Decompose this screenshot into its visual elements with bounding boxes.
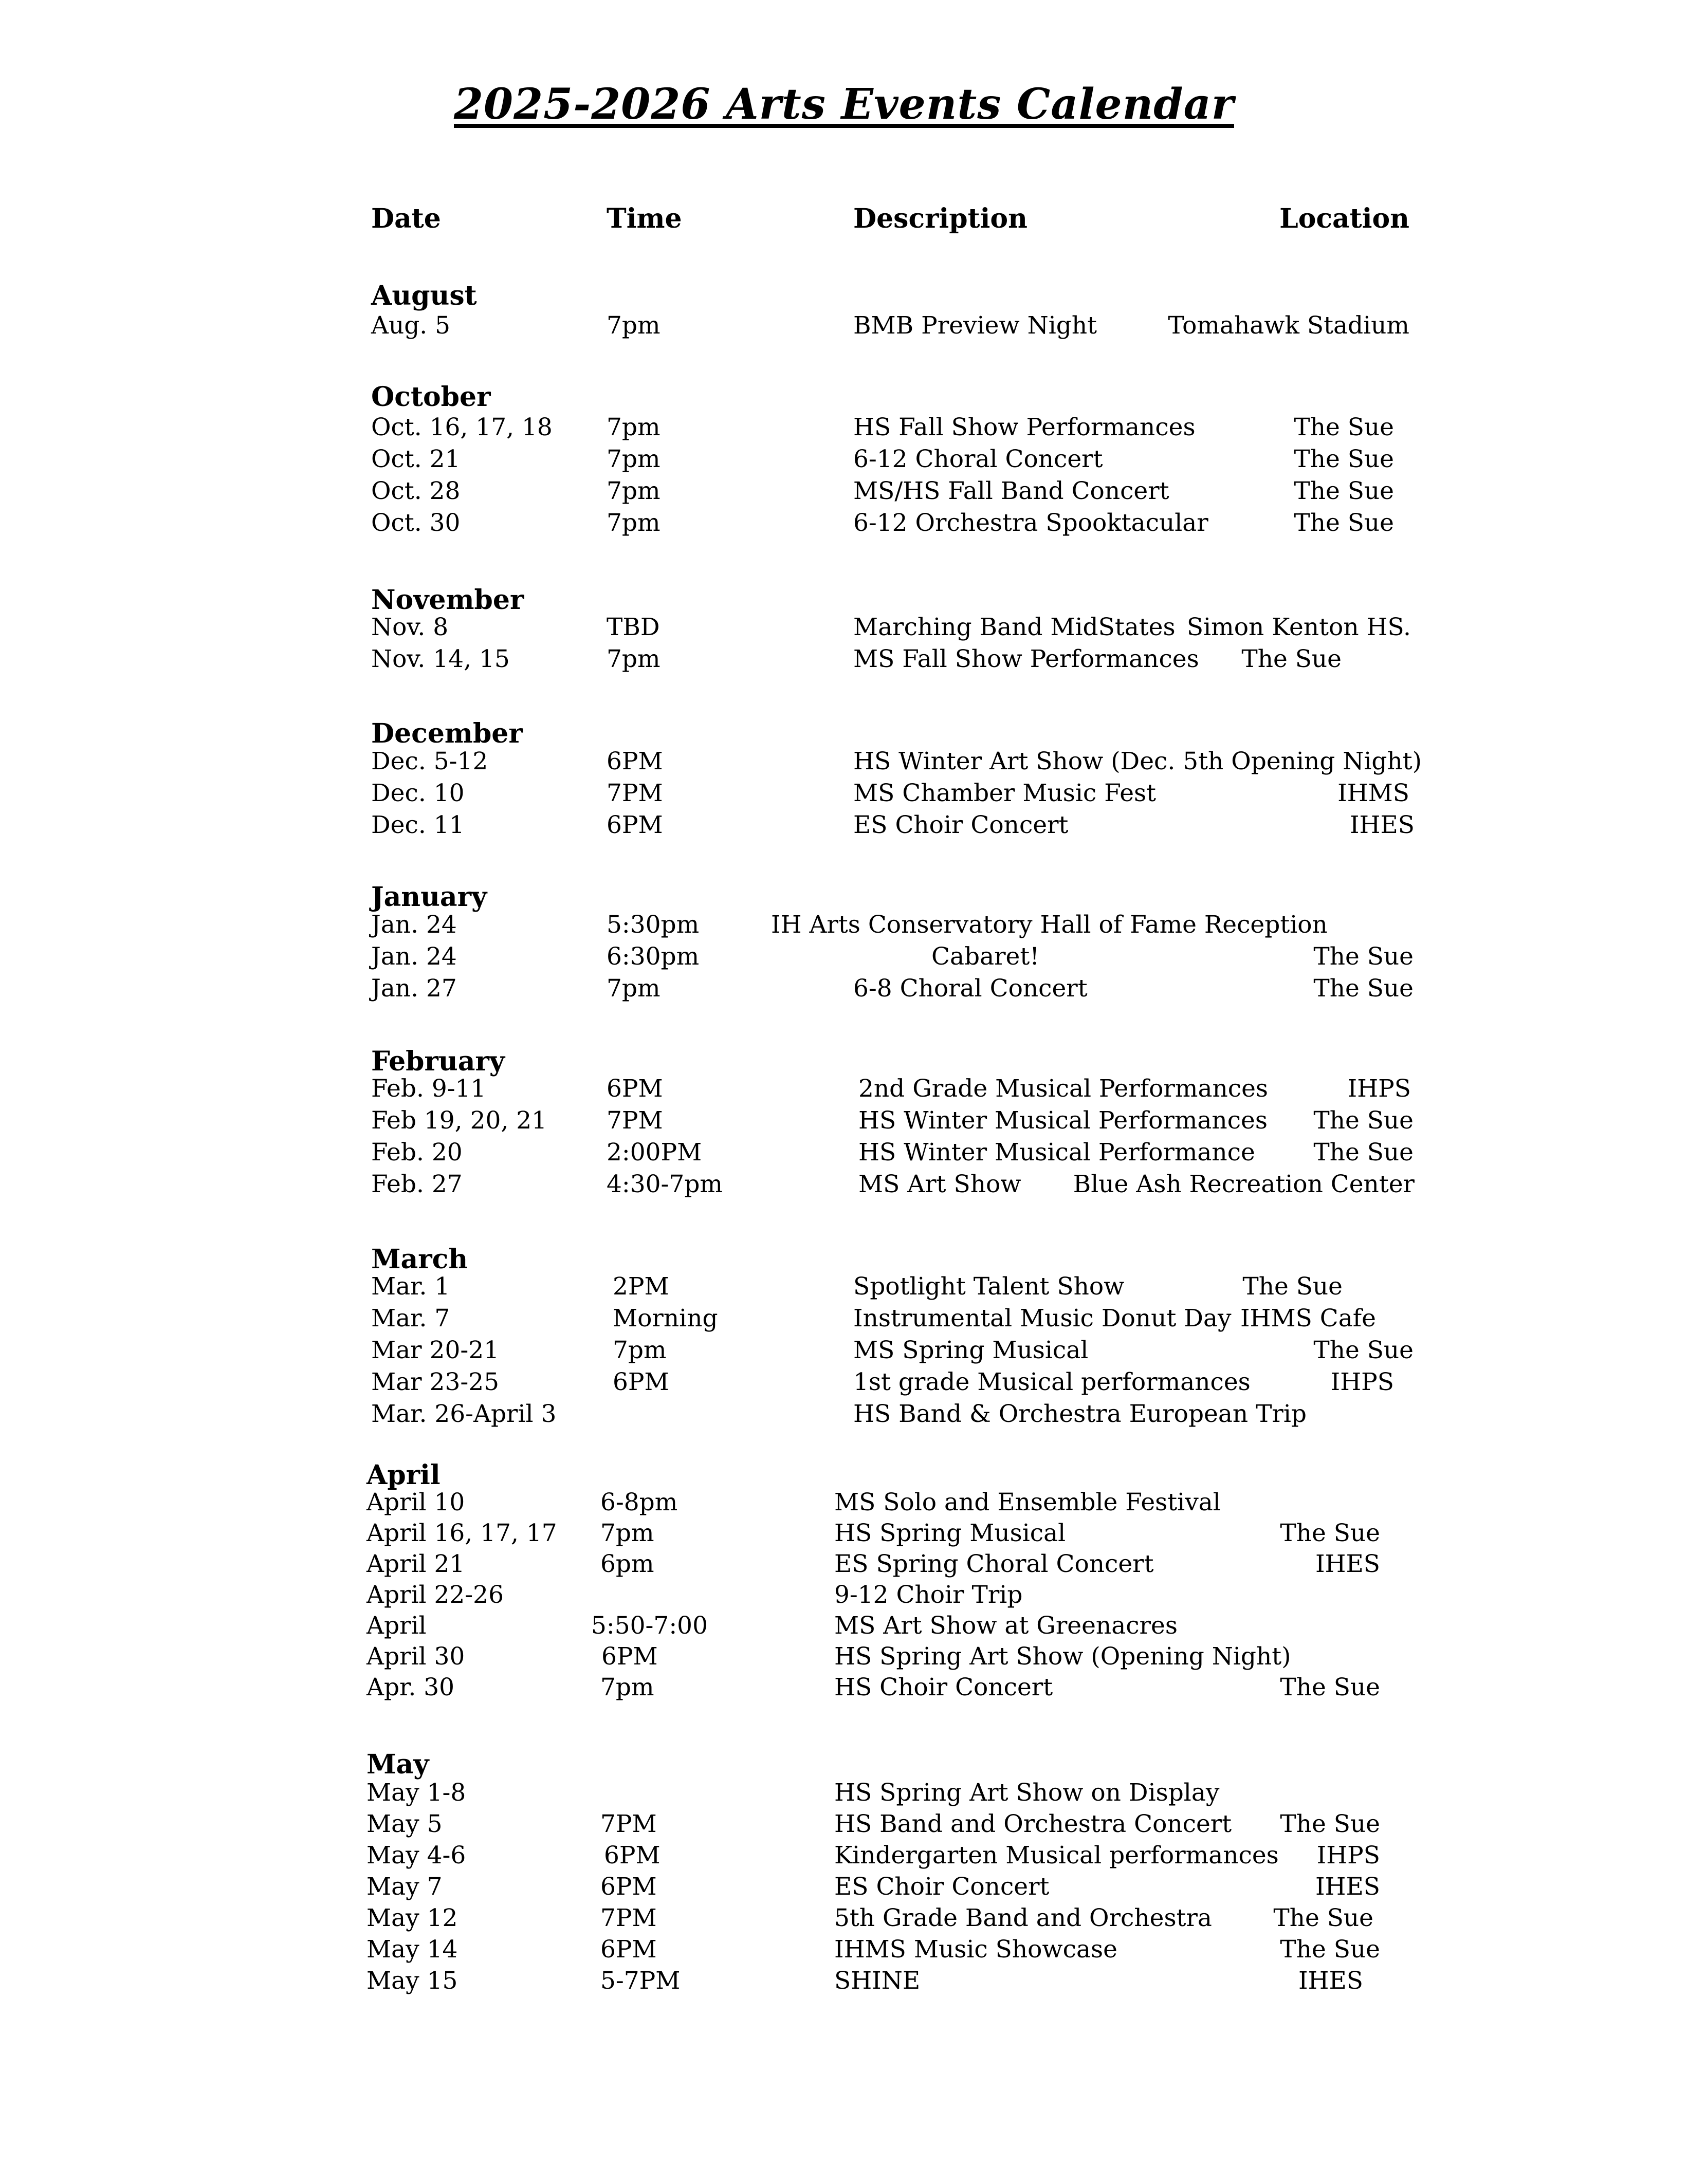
event-location: The Sue xyxy=(1294,477,1394,505)
event-date: Feb. 27 xyxy=(371,1170,463,1198)
event-description: HS Band & Orchestra European Trip xyxy=(853,1400,1307,1428)
event-date: Oct. 28 xyxy=(371,477,461,505)
event-location: IHES xyxy=(1315,1550,1380,1578)
month-heading: November xyxy=(371,584,524,616)
event-description: 1st grade Musical performances xyxy=(853,1368,1251,1396)
event-location: The Sue xyxy=(1294,509,1394,537)
event-location: The Sue xyxy=(1280,1810,1380,1838)
event-description: ES Spring Choral Concert xyxy=(834,1550,1154,1578)
event-time: 7pm xyxy=(607,445,660,473)
event-description: 2nd Grade Musical Performances xyxy=(858,1075,1269,1103)
event-time: 6:30pm xyxy=(607,942,700,971)
event-date: April 22-26 xyxy=(366,1581,504,1609)
event-date: Feb. 9-11 xyxy=(371,1075,486,1103)
event-description: HS Fall Show Performances xyxy=(853,413,1196,441)
event-date: Aug. 5 xyxy=(371,311,451,340)
event-time: 7pm xyxy=(607,974,660,1003)
event-description: HS Spring Art Show (Opening Night) xyxy=(834,1642,1291,1671)
event-description: HS Choir Concert xyxy=(834,1673,1053,1701)
event-description: HS Spring Musical xyxy=(834,1519,1066,1547)
event-date: April 10 xyxy=(366,1488,465,1516)
event-time: TBD xyxy=(607,613,660,641)
event-date: Oct. 30 xyxy=(371,509,461,537)
event-description: HS Band and Orchestra Concert xyxy=(834,1810,1232,1838)
event-time: 7pm xyxy=(607,477,660,505)
month-heading: October xyxy=(371,381,491,413)
event-time: 7PM xyxy=(600,1904,657,1932)
event-date: April 21 xyxy=(366,1550,465,1578)
event-time: 6-8pm xyxy=(600,1488,678,1516)
event-date: May 5 xyxy=(366,1810,443,1838)
event-time: 7PM xyxy=(607,779,663,807)
event-time: 5:50-7:00 xyxy=(591,1612,708,1640)
event-location: Tomahawk Stadium xyxy=(1168,311,1409,340)
event-time: 4:30-7pm xyxy=(607,1170,723,1198)
column-header-description: Description xyxy=(853,203,1028,234)
event-location: The Sue xyxy=(1242,1272,1343,1301)
event-location: The Sue xyxy=(1280,1673,1380,1701)
event-location: The Sue xyxy=(1294,413,1394,441)
event-date: Mar 23-25 xyxy=(371,1368,500,1396)
month-heading: May xyxy=(366,1749,429,1780)
event-date: Jan. 24 xyxy=(371,942,457,971)
event-description: MS Art Show xyxy=(858,1170,1021,1198)
event-location: Blue Ash Recreation Center xyxy=(1073,1170,1415,1198)
event-time: 5-7PM xyxy=(600,1967,681,1995)
event-time: 6PM xyxy=(607,747,663,775)
month-heading: February xyxy=(371,1046,505,1077)
event-description: Cabaret! xyxy=(931,942,1040,971)
event-time: 7pm xyxy=(607,509,660,537)
event-date: April 30 xyxy=(366,1642,465,1671)
event-location: The Sue xyxy=(1313,1138,1414,1167)
event-location: IHPS xyxy=(1316,1841,1380,1870)
event-time: 7PM xyxy=(607,1106,663,1135)
event-location: The Sue xyxy=(1280,1935,1380,1964)
event-description: 6-12 Choral Concert xyxy=(853,445,1103,473)
event-location: IHPS xyxy=(1330,1368,1394,1396)
event-date: Mar. 1 xyxy=(371,1272,450,1301)
event-description: Kindergarten Musical performances xyxy=(834,1841,1279,1870)
event-date: May 7 xyxy=(366,1873,443,1901)
event-description: HS Winter Musical Performance xyxy=(858,1138,1255,1167)
event-time: 7pm xyxy=(600,1673,654,1701)
event-location: IHPS xyxy=(1347,1075,1411,1103)
event-date: Feb 19, 20, 21 xyxy=(371,1106,547,1135)
event-time: 6PM xyxy=(607,811,663,839)
event-date: April xyxy=(366,1612,427,1640)
event-date: May 4-6 xyxy=(366,1841,466,1870)
event-description: Spotlight Talent Show xyxy=(853,1272,1125,1301)
event-description: Marching Band MidStates xyxy=(853,613,1176,641)
event-description: MS Solo and Ensemble Festival xyxy=(834,1488,1221,1516)
event-location: IHMS Cafe xyxy=(1240,1304,1376,1332)
column-header-time: Time xyxy=(607,203,682,234)
event-description: IHMS Music Showcase xyxy=(834,1935,1117,1964)
event-location: IHMS xyxy=(1337,779,1409,807)
event-description: MS/HS Fall Band Concert xyxy=(853,477,1169,505)
event-date: Nov. 14, 15 xyxy=(371,645,510,673)
event-time: 6PM xyxy=(613,1368,669,1396)
event-location: The Sue xyxy=(1294,445,1394,473)
event-time: 2PM xyxy=(613,1272,669,1301)
event-date: Mar 20-21 xyxy=(371,1336,500,1364)
event-location: The Sue xyxy=(1280,1519,1380,1547)
event-date: Nov. 8 xyxy=(371,613,449,641)
event-date: May 15 xyxy=(366,1967,458,1995)
event-description: HS Spring Art Show on Display xyxy=(834,1779,1220,1807)
event-description: MS Fall Show Performances xyxy=(853,645,1199,673)
event-date: Feb. 20 xyxy=(371,1138,463,1167)
month-heading: January xyxy=(371,881,487,913)
event-location: The Sue xyxy=(1313,974,1414,1003)
event-description: ES Choir Concert xyxy=(853,811,1069,839)
event-description: MS Art Show at Greenacres xyxy=(834,1612,1178,1640)
event-date: Dec. 10 xyxy=(371,779,465,807)
event-location: The Sue xyxy=(1241,645,1342,673)
event-date: Mar. 7 xyxy=(371,1304,450,1332)
event-date: May 12 xyxy=(366,1904,458,1932)
event-location: The Sue xyxy=(1313,942,1414,971)
event-date: Dec. 5-12 xyxy=(371,747,488,775)
event-time: Morning xyxy=(613,1304,718,1332)
column-header-location: Location xyxy=(1279,203,1409,234)
event-description: Instrumental Music Donut Day xyxy=(853,1304,1232,1332)
event-location: The Sue xyxy=(1273,1904,1373,1932)
event-date: April 16, 17, 17 xyxy=(366,1519,557,1547)
event-date: Mar. 26-April 3 xyxy=(371,1400,557,1428)
event-time: 7pm xyxy=(607,645,660,673)
event-date: Jan. 27 xyxy=(371,974,457,1003)
month-heading: March xyxy=(371,1244,468,1275)
event-time: 7pm xyxy=(613,1336,667,1364)
event-location: IHES xyxy=(1298,1967,1363,1995)
page-title: 2025-2026 Arts Events Calendar xyxy=(454,80,1234,129)
event-description: BMB Preview Night xyxy=(853,311,1097,340)
month-heading: December xyxy=(371,718,523,749)
event-location: IHES xyxy=(1349,811,1415,839)
event-date: Apr. 30 xyxy=(366,1673,455,1701)
event-description: ES Choir Concert xyxy=(834,1873,1050,1901)
event-time: 6PM xyxy=(604,1841,660,1870)
event-time: 7pm xyxy=(600,1519,654,1547)
event-time: 6PM xyxy=(600,1935,657,1964)
event-description: 6-12 Orchestra Spooktacular xyxy=(853,509,1208,537)
event-description: 9-12 Choir Trip xyxy=(834,1581,1023,1609)
month-heading: August xyxy=(371,280,477,311)
event-date: Oct. 16, 17, 18 xyxy=(371,413,553,441)
event-time: 2:00PM xyxy=(607,1138,702,1167)
event-date: Dec. 11 xyxy=(371,811,465,839)
event-description: 6-8 Choral Concert xyxy=(853,974,1088,1003)
event-location: The Sue xyxy=(1313,1106,1414,1135)
event-time: 5:30pm xyxy=(607,911,700,939)
event-date: May 1-8 xyxy=(366,1779,466,1807)
event-time: 6PM xyxy=(600,1873,657,1901)
event-time: 7pm xyxy=(607,413,660,441)
event-date: May 14 xyxy=(366,1935,458,1964)
event-description: HS Winter Musical Performances xyxy=(858,1106,1268,1135)
event-location: Simon Kenton HS. xyxy=(1186,613,1411,641)
event-description: SHINE xyxy=(834,1967,921,1995)
event-location: The Sue xyxy=(1313,1336,1414,1364)
event-description: IH Arts Conservatory Hall of Fame Reception xyxy=(771,911,1328,939)
event-time: 6PM xyxy=(601,1642,658,1671)
column-header-date: Date xyxy=(371,203,441,234)
event-time: 7pm xyxy=(607,311,660,340)
event-description: MS Chamber Music Fest xyxy=(853,779,1157,807)
event-description: HS Winter Art Show (Dec. 5th Opening Night) xyxy=(853,747,1422,775)
event-location: IHES xyxy=(1315,1873,1380,1901)
month-heading: April xyxy=(366,1459,441,1491)
event-time: 7PM xyxy=(600,1810,657,1838)
event-time: 6pm xyxy=(600,1550,654,1578)
event-time: 6PM xyxy=(607,1075,663,1103)
event-description: 5th Grade Band and Orchestra xyxy=(834,1904,1212,1932)
event-description: MS Spring Musical xyxy=(853,1336,1089,1364)
event-date: Jan. 24 xyxy=(371,911,457,939)
event-date: Oct. 21 xyxy=(371,445,461,473)
